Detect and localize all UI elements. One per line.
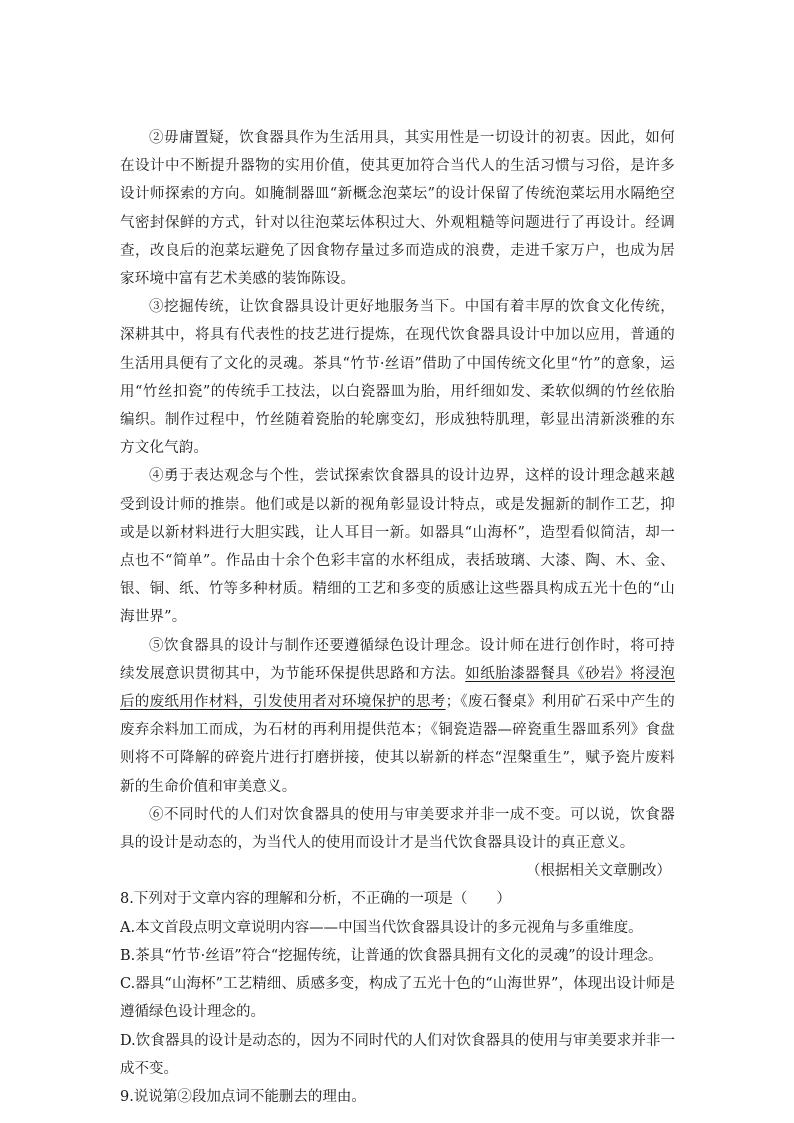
document-page — [120, 124, 675, 1111]
paragraph-6: ⑥不同时代的人们对饮食器具的使用与审美要求并非一成不变。可以说，饮食器具的设计是动态的，为当代人的使用而设计才是当代饮食器具设计的真正意义。 — [120, 806, 675, 852]
source-note: （根据相关文章删改） — [526, 863, 671, 880]
question-9-stem: 9.说说第②段加点词不能删去的理由。 — [120, 1088, 366, 1105]
question-8-stem: 8.下列对于文章内容的理解和分析，不正确的一项是（ ） — [120, 891, 511, 908]
paragraph-2: ②毋庸置疑，饮食器具作为生活用具，其实用性是一切设计的初衷。因此，如何在设计中不断提升器物的实用价值，使其更加符合当代人的生活习惯与习俗，是许多设计师探索的方向。如腌制器皿“新概念泡菜坛”的设计保留了传统泡菜坛用水隔绝空气密封保鲜的方式，针对以往泡菜坛体积过大、外观粗糙等问题进行了再设计。经调查，改良后的泡菜坛避免了因食物存量过多而造成的浪费，走进千家万户，也成为居家环境中富有艺术美感的装饰陈设。 — [120, 130, 675, 288]
question-8-option-a: A.本文首段点明文章说明内容——中国当代饮食器具设计的多元视角与多重维度。 — [120, 919, 643, 936]
paragraph-5-rest: ；《废石餐桌》利用矿石采中产生的废弃余料加工而成，为石材的再利用提供范本；《铜瓷造器—碎瓷重生器皿系列》食盘则将不可降解的碎瓷片进行打磨拼接，使其以崭新的样态“涅槃重生”，赋予瓷片废料新的生命价值和审美意义。 — [120, 694, 675, 795]
paragraph-3: ③挖掘传统，让饮食器具设计更好地服务当下。中国有着丰厚的饮食文化传统，深耕其中，将具有代表性的技艺进行提炼，在现代饮食器具设计中加以应用，普通的生活用具便有了文化的灵魂。茶具“竹节·丝语”借助了中国传统文化里“竹”的意象，运用“竹丝扣瓷”的传统手工技法，以白瓷器皿为胎，用纤细如发、柔软似绸的竹丝依胎编织。制作过程中，竹丝随着瓷胎的轮廓变幻，形成独特肌理，彰显出清新淡雅的东方文化气韵。 — [120, 299, 675, 457]
question-8-option-c: C.器具“山海杯”工艺精细、质感多变，构成了五光十色的“山海世界”，体现出设计师是遵循绿色设计理念的。 — [120, 976, 675, 1021]
paragraph-5 — [120, 632, 675, 801]
question-9 — [120, 1083, 675, 1111]
paragraph-4: ④勇于表达观念与个性，尝试探索饮食器具的设计边界，这样的设计理念越来越受到设计师的推崇。他们或是以新的视角彰显设计特点，或是发掘新的制作工艺，抑或是以新材料进行大胆实践，让人耳目一新。如器具“山海杯”，造型看似简洁，却一点也不“简单”。作品由十余个色彩丰富的水杯组成，表括玻璃、大漆、陶、木、金、银、铜、纸、竹等多种材质。精细的工艺和多变的质感让这些器具构成五光十色的“山海世界”。 — [120, 468, 675, 626]
question-8-option-b: B.茶具“竹节·丝语”符合“挖掘传统，让普通的饮食器具拥有文化的灵魂”的设计理念。 — [120, 947, 663, 964]
paragraph-5-intro: ⑤饮食器具的设计与制作还要遵循绿色设计理念。设计师在进行创作时，将可持续发展意识贯彻其中，为节能环保提供思路和方法。 — [120, 637, 675, 682]
question-8-option-d: D.饮食器具的设计是动态的，因为不同时代的人们对饮食器具的使用与审美要求并非一成不变。 — [120, 1032, 675, 1077]
question-8 — [120, 885, 675, 1082]
paragraph-5-underlined-sentence: 如纸胎漆器餐具《砂岩》将浸泡后的废纸用作材料，引发使用者对环境保护的思考 — [120, 665, 675, 711]
